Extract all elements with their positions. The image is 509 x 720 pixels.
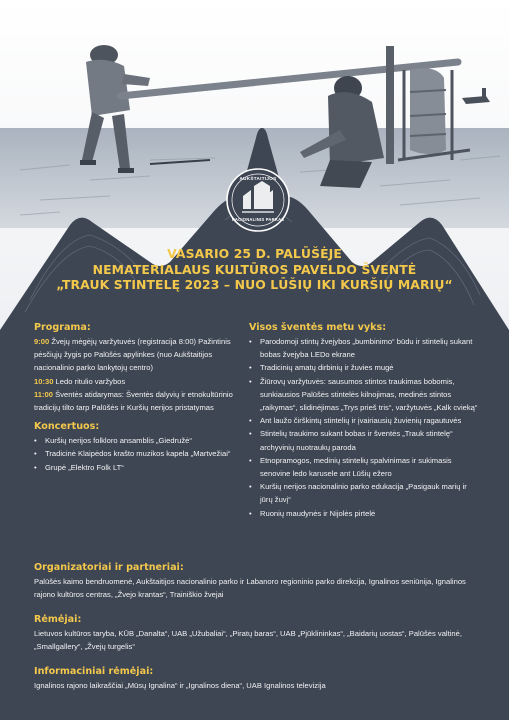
informaciniai-text: Ignalinos rajono laikraščiai „Mūsų Ignalina“ ir „Ignalinos diena“, UAB Ignalinos televizija xyxy=(34,681,326,690)
right-column xyxy=(249,320,479,520)
programa-item xyxy=(34,335,234,375)
list-item: • Stintelių traukimo sukant bobas ir šventės „Trauk stintelę“ archyvinių nuotraukų paroda xyxy=(249,427,479,453)
programa-item xyxy=(34,388,234,414)
list-item: • Žiūrovų varžytuvės: sausumos stintos traukimas bobomis, sunkiausios Palūšės stintelės kilnojimas, medinės stintos „raikymas“, slidinėjimas „Trys prieš tris“, varžytuvės „Kalk cvieką“ xyxy=(249,375,479,415)
organizatoriai-section xyxy=(34,560,479,601)
visos-heading: Visos šventės metu vyks: xyxy=(249,322,387,333)
list-item: • Ant laužo čirškintų stintelių ir įvairiausių žuvienių ragautuvės xyxy=(249,414,479,427)
left-column xyxy=(34,320,234,474)
list-item: • Tradicinių amatų dirbinių ir žuvies mugė xyxy=(249,361,479,374)
organizatoriai-heading: Organizatoriai ir partneriai: xyxy=(34,562,184,573)
list-item: • Kuršių nerijos folkloro ansamblis „Giedružė“ xyxy=(34,434,234,447)
remejai-text: Lietuvos kultūros taryba, KŪB „Danalta“, UAB „Užubaliai“, „Piratų baras“, UAB „Pjūklininkas“, „Baidarių uostas“, Palūšės valtinė, „Smallgallery“, „Žvejų turgelis“ xyxy=(34,629,462,652)
list-item: • Ruonių maudynės ir Nijolės pirtelė xyxy=(249,507,479,520)
list-item: • Etnopramogos, medinių stintelių spalvinimas ir sukimasis senovine ledo karusele ant Lūšių ežero xyxy=(249,454,479,480)
programa-time: 10:30 xyxy=(34,376,54,386)
organizatoriai-text: Palūšės kaimo bendruomenė, Aukštaitijos nacionalinio parko ir Labanoro regioninio parko direkcija, Ignalinos seniūnija, Ignalinos rajono kultūros centras, „Žvejo krantas“, Trainiškio žvejai xyxy=(34,577,466,600)
programa-time: 11:00 xyxy=(34,389,54,399)
emblem-top-text: AUKŠTAITIJOS xyxy=(239,176,277,181)
programa-time: 9:00 xyxy=(34,337,50,346)
koncertuos-heading: Koncertuos: xyxy=(34,421,100,433)
list-item: • Tradicinė Klaipėdos krašto muzikos kapela „Martvežiai“ xyxy=(34,447,234,460)
programa-heading: Programa: xyxy=(34,322,91,333)
programa-text: Šventės atidarymas: Šventės dalyvių ir etnokultūrinio tradicijų tilto tarp Palūšės ir Kuršių nerijos pristatymas xyxy=(34,389,233,413)
visos-list xyxy=(249,335,479,520)
koncertuos-list xyxy=(34,434,234,474)
list-item: • Grupė „Elektro Folk LT“ xyxy=(34,461,234,474)
programa-text: Žvejų mėgėjų varžytuvės (registracija 8:00) Pažintinis pėsčiųjų žygis po Palūšės apylinkes (nuo Aukštaitijos nacionalinio parko lankytojų centro) xyxy=(34,337,231,373)
remejai-section xyxy=(34,612,479,653)
emblem-bottom-text: NACIONALINIS PARKAS xyxy=(231,217,285,222)
title-line-date: VASARIO 25 D. PALŪŠĖJE xyxy=(167,246,342,261)
remejai-heading: Rėmėjai: xyxy=(34,614,82,625)
list-item: • Parodomoji stintų žvejybos „bumbinimo“ būdu ir stintelių sukant bobas žvejyba LEDo ekrane xyxy=(249,335,479,361)
title-line-festival: NEMATERIALAUS KULTŪROS PAVELDO ŠVENTĖ xyxy=(92,261,417,277)
list-item: • Kuršių nerijos nacionalinio parko edukacija „Pasigauk marių ir jūrų žuvį“ xyxy=(249,480,479,506)
programa-text: Ledo ritulio varžybos xyxy=(53,376,126,386)
event-title xyxy=(0,246,509,293)
informaciniai-section xyxy=(34,664,479,692)
title-line-name: „TRAUK STINTELĘ 2023 – NUO LŪŠIŲ IKI KURŠIŲ MARIŲ“ xyxy=(56,277,453,292)
informaciniai-heading: Informaciniai rėmėjai: xyxy=(34,666,154,677)
programa-item xyxy=(34,375,234,388)
